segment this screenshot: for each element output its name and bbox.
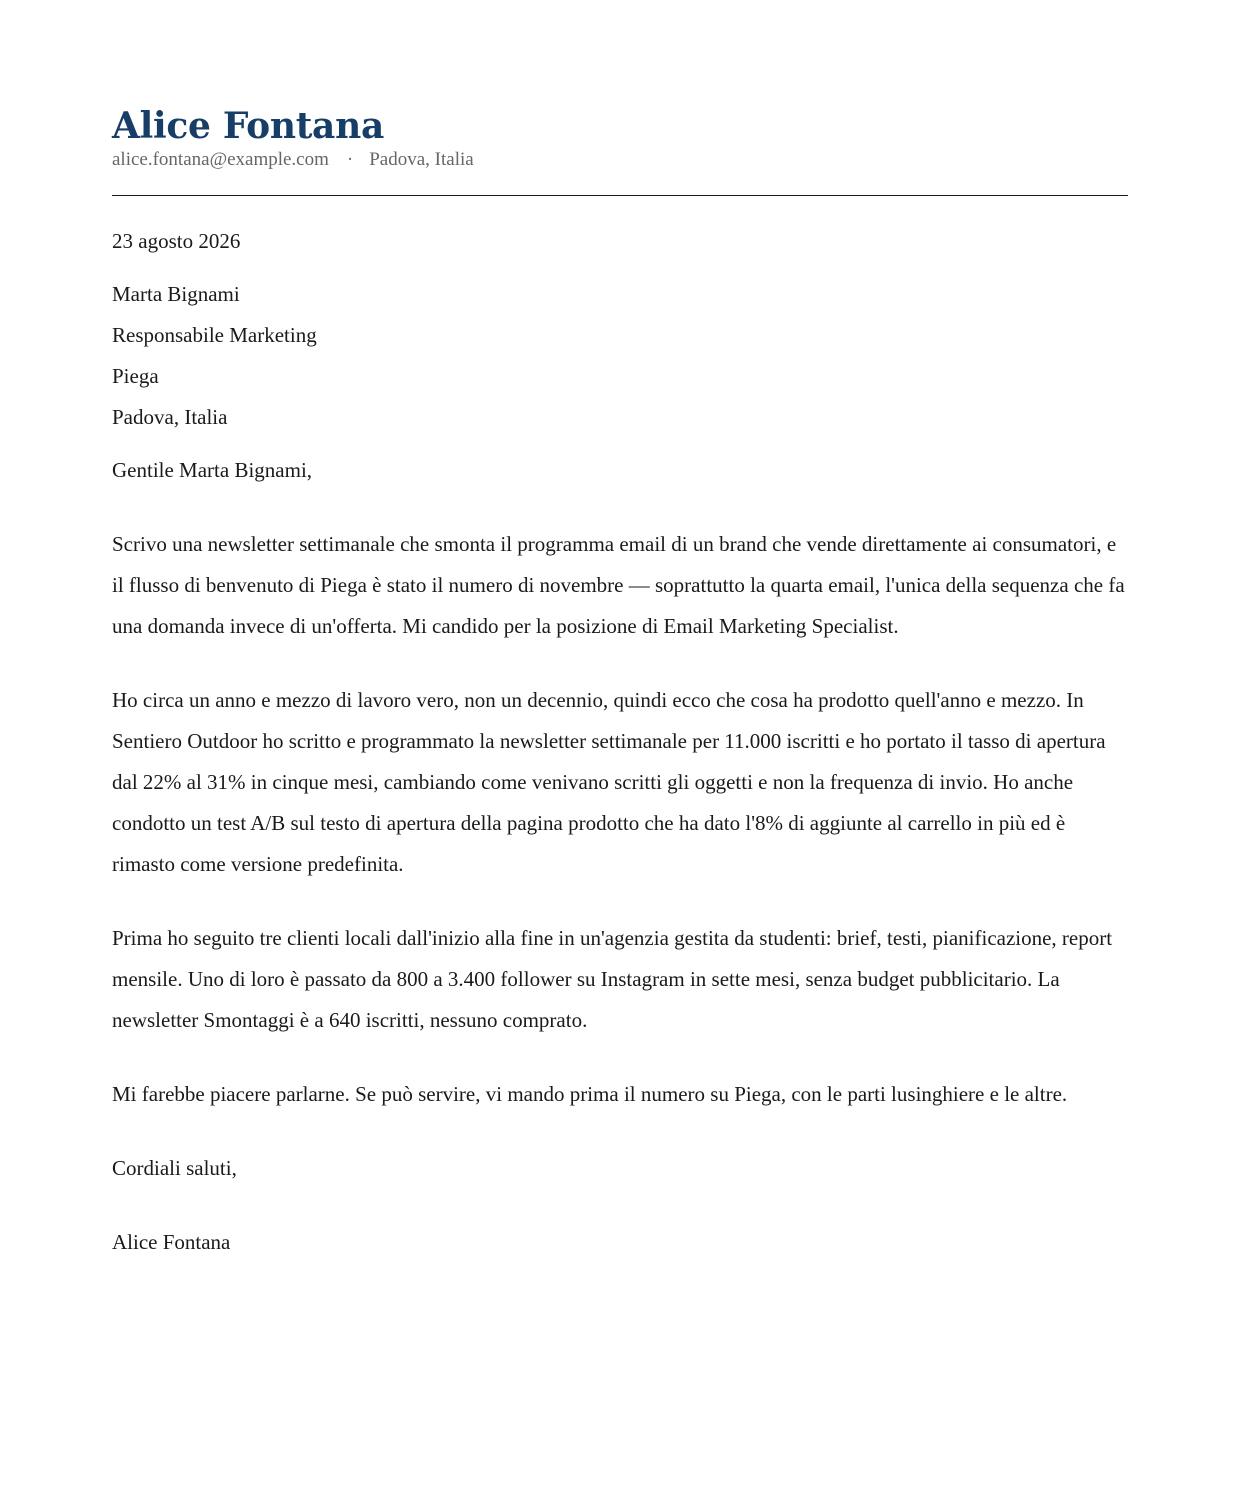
recipient-name: Marta Bignami bbox=[112, 282, 240, 306]
recipient-city: Padova, Italia bbox=[112, 405, 228, 429]
body-paragraph-2: Ho circa un anno e mezzo di lavoro vero, non un decennio, quindi ecco che cosa ha prodotto quell'anno e mezzo. In Sentiero Outdoor ho scritto e programmato la newsletter settimanale per 11.000 iscritti e ho portato il tasso di apertura dal 22% al 31% in cinque mesi, cambiando come venivano scritti gli oggetti e non la frequenza di invio. Ho anche condotto un test A/B sul testo di apertura della pagina prodotto che ha dato l'8% di aggiunte al carrello in più ed è rimasto come versione predefinita. bbox=[112, 688, 1106, 876]
closing: Cordiali saluti, bbox=[112, 1156, 237, 1180]
recipient-title: Responsabile Marketing bbox=[112, 323, 317, 347]
sender-name: Alice Fontana bbox=[112, 105, 384, 147]
letter-date: 23 agosto 2026 bbox=[112, 229, 241, 253]
body-paragraph-1: Scrivo una newsletter settimanale che smonta il programma email di un brand che vende direttamente ai consumatori, e il flusso di benvenuto di Piega è stato il numero di novembre — soprattutto la quarta email, l'unica della sequenza che fa una domanda invece di un'offerta. Mi candido per la posizione di Email Marketing Specialist. bbox=[112, 532, 1125, 638]
contact-separator: · bbox=[346, 149, 354, 170]
sender-email: alice.fontana@example.com bbox=[112, 149, 329, 170]
contact-line bbox=[112, 148, 1128, 172]
signature: Alice Fontana bbox=[112, 1230, 231, 1254]
recipient-block bbox=[112, 274, 1128, 438]
salutation: Gentile Marta Bignami, bbox=[112, 458, 313, 482]
cover-letter bbox=[112, 104, 1128, 1263]
header-divider bbox=[112, 195, 1128, 196]
body-paragraph-4: Mi farebbe piacere parlarne. Se può servire, vi mando prima il numero su Piega, con le parti lusinghiere e le altre. bbox=[112, 1082, 1068, 1106]
body-paragraph-3: Prima ho seguito tre clienti locali dall'inizio alla fine in un'agenzia gestita da studenti: brief, testi, pianificazione, report mensile. Uno di loro è passato da 800 a 3.400 follower su Instagram in sette mesi, senza budget pubblicitario. La newsletter Smontaggi è a 640 iscritti, nessuno comprato. bbox=[112, 926, 1113, 1032]
sender-location: Padova, Italia bbox=[369, 149, 474, 170]
recipient-company: Piega bbox=[112, 364, 159, 388]
